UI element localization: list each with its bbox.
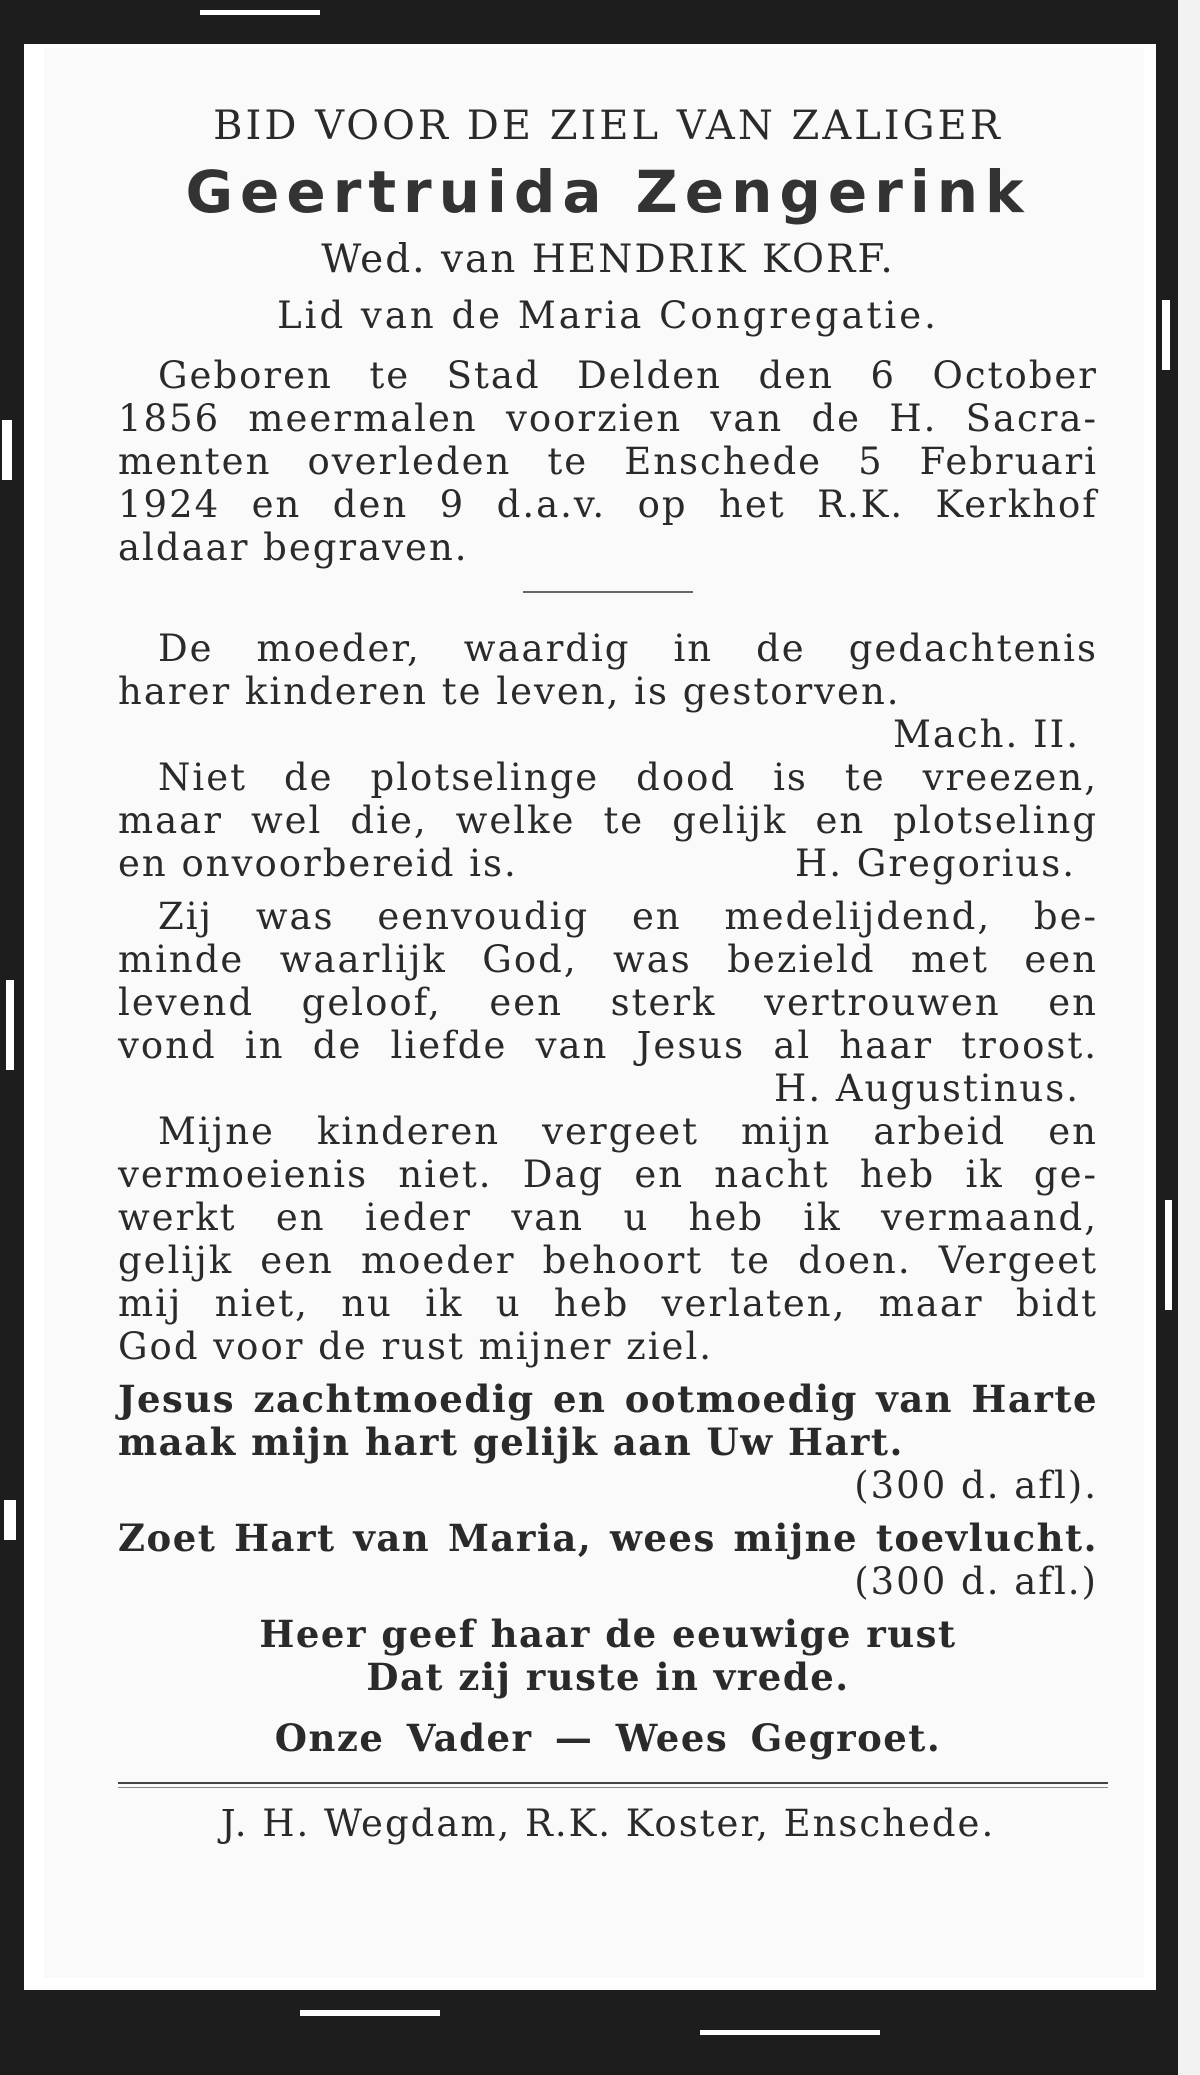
membership: Lid van de Maria Congregatie. — [277, 294, 939, 337]
divider — [523, 591, 693, 593]
border-wear — [1162, 300, 1170, 370]
quote-line: mij niet, nu ik u heb verlaten, maar bidt — [118, 1282, 1098, 1325]
border-wear — [4, 1500, 16, 1540]
prayer-line: Zoet Hart van Maria, wees mijne toevlucht. — [118, 1516, 1098, 1560]
biography-line: aldaar begraven. — [118, 526, 469, 569]
header-text: BID VOOR DE ZIEL VAN ZALIGER — [213, 103, 1003, 149]
quote-source: Mach. II. — [892, 713, 1080, 756]
prayers-line: Onze Vader — Wees Gegroet. — [274, 1716, 942, 1760]
deceased-name: Geertruida Zengerink — [185, 158, 1031, 226]
paper-edge — [1178, 0, 1200, 2075]
prayer-line: Jesus zachtmoedig en ootmoedig van Harte — [118, 1377, 1098, 1421]
quote-line: gelijk een moeder behoort te doen. Vergeet — [118, 1239, 1098, 1282]
quote-line: minde waarlijk God, was bezield met een — [118, 938, 1098, 981]
biography-line: menten overleden te Enschede 5 Februari — [118, 440, 1098, 483]
closing-line: Heer geef haar de eeuwige rust — [259, 1612, 957, 1656]
mourning-border-bottom — [0, 1990, 1178, 2075]
indulgence-note: (300 d. afl). — [854, 1464, 1098, 1507]
biography-line: Geboren te Stad Delden den 6 October — [158, 354, 1098, 397]
mourning-border-top — [0, 0, 1178, 44]
quote-line: God voor de rust mijner ziel. — [118, 1325, 714, 1368]
printer-rule — [118, 1782, 1108, 1788]
quote-line: maar wel die, welke te gelijk en plotseling — [118, 799, 1098, 842]
printer-credit: J. H. Wegdam, R.K. Koster, Enschede. — [220, 1802, 996, 1845]
quote-line: vermoeienis niet. Dag en nacht heb ik ge- — [118, 1153, 1098, 1196]
prayer-line: maak mijn hart gelijk aan Uw Hart. — [118, 1420, 904, 1464]
indulgence-note: (300 d. afl.) — [854, 1560, 1098, 1603]
quote-line: Zij was eenvoudig en medelijdend, be- — [158, 895, 1098, 938]
quote-line: werkt en ieder van u heb ik vermaand, — [118, 1196, 1098, 1239]
quote-line: harer kinderen te leven, is gestorven. — [118, 670, 901, 713]
quote-line: De moeder, waardig in de gedachtenis — [158, 627, 1098, 670]
border-wear — [700, 2030, 880, 2035]
quote-line: vond in de liefde van Jesus al haar troost. — [118, 1024, 1098, 1067]
quote-line: levend geloof, een sterk vertrouwen en — [118, 981, 1098, 1024]
quote-line: Niet de plotselinge dood is te vreezen, — [158, 756, 1098, 799]
border-wear — [2, 420, 12, 480]
quote-ending — [118, 842, 1098, 885]
biography-line: 1924 en den 9 d.a.v. op het R.K. Kerkhof — [118, 483, 1098, 526]
border-wear — [6, 980, 14, 1070]
widow-of: Wed. van HENDRIK KORF. — [321, 237, 895, 282]
border-wear — [300, 2010, 440, 2016]
biography-line: 1856 meermalen voorzien van de H. Sacra- — [118, 397, 1098, 440]
quote-source: H. Gregorius. — [795, 842, 1076, 885]
border-wear — [200, 10, 320, 15]
closing-line: Dat zij ruste in vrede. — [366, 1655, 850, 1699]
quote-source: H. Augustinus. — [774, 1067, 1080, 1110]
quote-line: en onvoorbereid is. — [118, 842, 518, 885]
border-wear — [1165, 1200, 1172, 1310]
card-text — [118, 100, 1098, 1845]
quote-line: Mijne kinderen vergeet mijn arbeid en — [158, 1110, 1098, 1153]
